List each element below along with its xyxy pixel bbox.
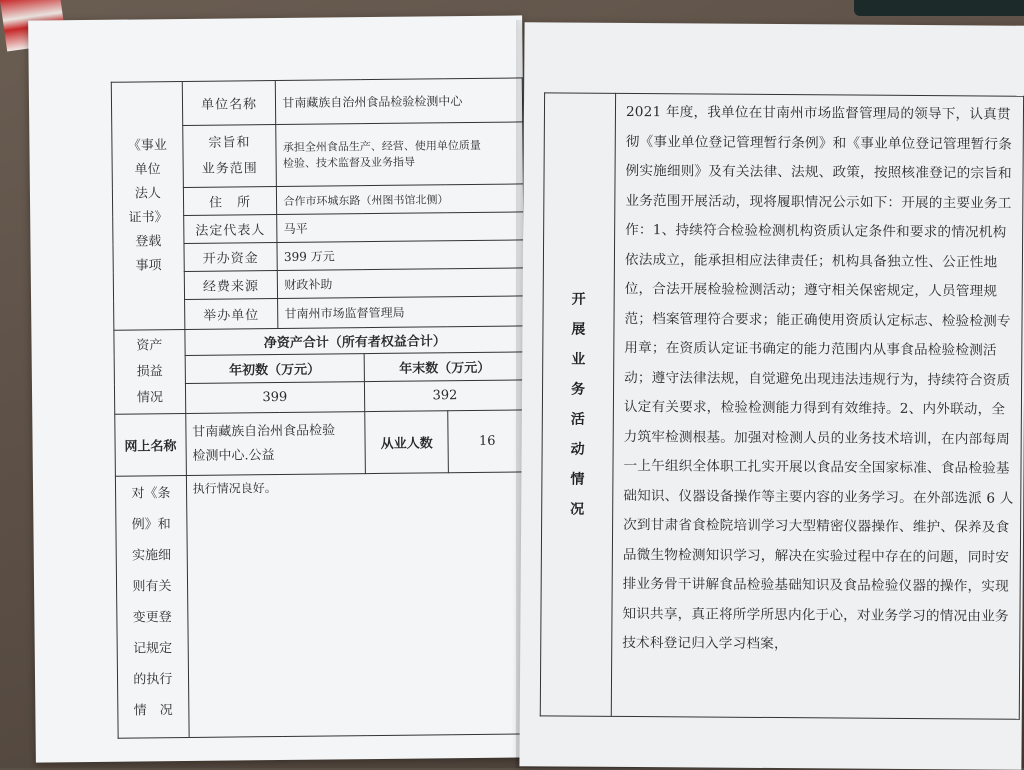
desk-mat bbox=[854, 0, 1024, 16]
cert-header: 《事业 单位 法人 证书》 登载 事项 bbox=[111, 81, 184, 330]
row-label-funding: 经费来源 bbox=[184, 271, 278, 300]
row-value-sponsor: 甘南州市场监督管理局 bbox=[278, 296, 525, 329]
row-value-scope: 承担全州食品生产、经营、使用单位质量 检验、技术监督及业务指导 bbox=[276, 122, 523, 187]
online-name-value: 甘南藏族自治州食品检验 检测中心.公益 bbox=[185, 412, 365, 476]
row-label-legal-rep: 法定代表人 bbox=[183, 215, 277, 244]
business-activity-text: 2021 年度，我单位在甘南州市场监督管理局的领导下，认真贯彻《事业单位登记管理暂行条例》和《事业单位登记管理暂行条例实施细则》及有关法律、法规、政策，按照核准登记的宗旨和业务范围开展活动，现将履职情况公示如下：开展的主要业务工作：1、持续符合检验检测机构资质认定条件和要求的情况机构依法成立，能承担相应法律责任；机构具备独立性、公正性地位，合法开展检验检测活动；遵守相关保密规定，人员管理规范；档案管理符合要求；能正确使用资质认定标志、检验检测专用章；在资质认定证书确定的能力范围内从事食品检验检测活动；遵守法律法规，自觉避免出现违法违规行为，持续符合资质认定有关要求，检验检测能力得到有效维持。2、内外联动，全力筑牢检测根基。加强对检测人员的业务技术培训，在内部每周一上午组织全体职工扎实开展以食品安全国家标准、食品检验基础知识、仪器设备操作等主要内容的业务学习。在外部选派 6 人次到甘肃省食检院培训学习大型精密仪器操作、维护、保养及食品微生物检测知识学习，解决在实验过程中存在的问题，同时安排业务骨干讲解食品检验基础知识及食品检验仪器的操作，实现知识共享，真正将所学所思内化于心，对业务学习的情况由业务技术科登记归入学习档案， bbox=[611, 93, 1023, 719]
regulation-value: 执行情况良好。 bbox=[186, 472, 529, 738]
begin-year-label: 年初数（万元） bbox=[185, 354, 364, 384]
row-value-funding: 财政补助 bbox=[278, 268, 525, 299]
registration-table bbox=[111, 77, 530, 738]
row-label-address: 住 所 bbox=[183, 187, 277, 216]
row-label-capital: 开办资金 bbox=[184, 243, 278, 272]
left-page bbox=[28, 15, 530, 762]
staff-count-value: 16 bbox=[448, 410, 526, 473]
end-year-value: 392 bbox=[364, 380, 525, 412]
business-activity-table bbox=[540, 92, 1024, 719]
begin-year-value: 399 bbox=[185, 382, 364, 414]
row-label-sponsor: 举办单位 bbox=[184, 299, 278, 330]
net-assets-label: 净资产合计（所有者权益合计） bbox=[185, 326, 526, 356]
end-year-label: 年末数（万元） bbox=[364, 352, 525, 382]
row-label-scope: 宗旨和 业务范围 bbox=[182, 125, 276, 188]
right-page bbox=[519, 22, 1024, 769]
business-activity-label: 开 展 业 务 活 动 情 况 bbox=[540, 93, 615, 716]
assets-header: 资产 损益 情况 bbox=[114, 329, 186, 414]
row-value-capital: 399 万元 bbox=[277, 240, 524, 271]
row-value-legal-rep: 马平 bbox=[277, 212, 524, 243]
online-name-label: 网上名称 bbox=[115, 413, 186, 476]
row-value-address: 合作市环城东路（州图书馆北侧） bbox=[277, 184, 524, 215]
row-value-name: 甘南藏族自治州食品检验检测中心 bbox=[276, 78, 523, 125]
row-label-name: 单位名称 bbox=[182, 81, 276, 126]
regulation-label: 对《条 例》和 实施细 则有关 变更登 记规定 的执行 情 况 bbox=[115, 475, 188, 738]
staff-count-label: 从业人数 bbox=[365, 411, 449, 474]
